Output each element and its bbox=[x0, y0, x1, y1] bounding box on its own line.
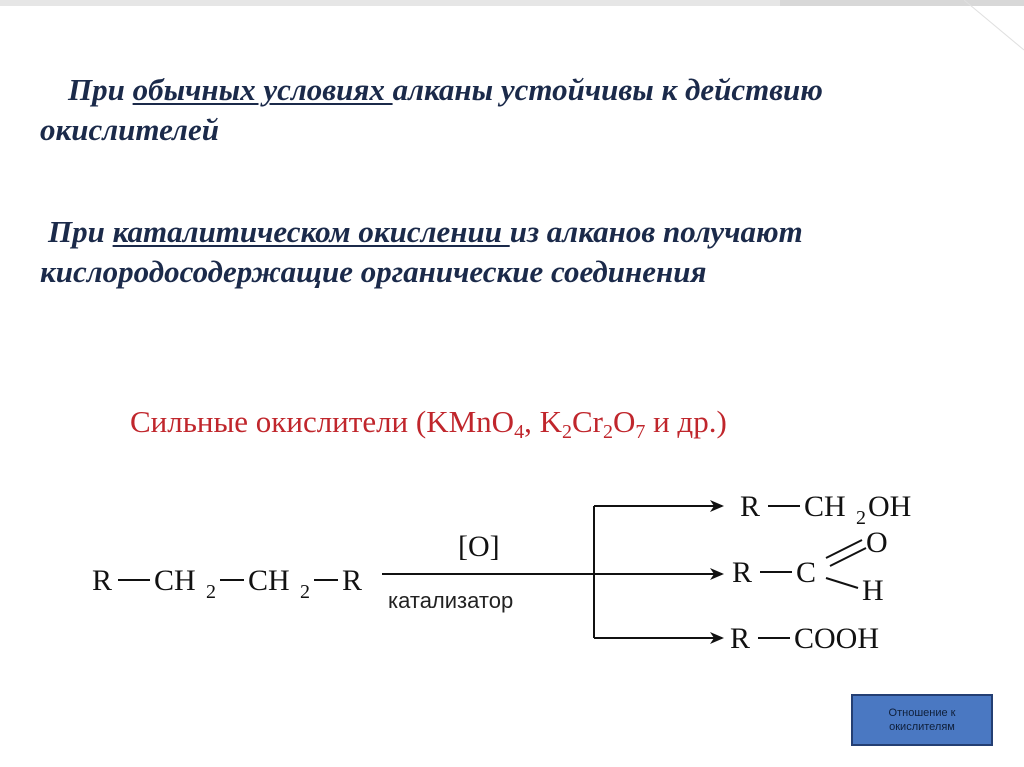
aldehyde-double-bond-b bbox=[830, 548, 866, 566]
p2-underlined-phrase: каталитическом окислении bbox=[112, 214, 510, 249]
strong-oxidants-sub-4: 4 bbox=[514, 421, 525, 443]
paragraph-catalytic-oxidation bbox=[40, 212, 920, 292]
reactant-ch2-b-sub: 2 bbox=[300, 581, 310, 603]
top-bar-segment-left bbox=[0, 0, 780, 6]
aldehyde-bond-ch bbox=[826, 578, 858, 588]
aldehyde-hydrogen: H bbox=[862, 574, 884, 607]
reactant-ch2-b: CH bbox=[248, 564, 290, 597]
strong-oxidants-mid-k: , K bbox=[524, 404, 562, 439]
reagent-catalyst: катализатор bbox=[388, 588, 514, 613]
oxidants-relation-button[interactable] bbox=[851, 694, 993, 746]
alcohol-group: CH bbox=[804, 490, 846, 523]
strong-oxidants-sub-2b: 2 bbox=[602, 421, 613, 443]
top-decorative-bar bbox=[0, 0, 1024, 6]
strong-oxidants-mid-o: O bbox=[612, 404, 636, 439]
strong-oxidants-end: и др.) bbox=[645, 404, 727, 439]
acid-r: R bbox=[730, 622, 751, 655]
aldehyde-carbon: C bbox=[796, 556, 817, 589]
p1-rest: алканы устойчивы к действию окислителей bbox=[40, 72, 823, 147]
reactant-ch2-a-sub: 2 bbox=[206, 581, 216, 603]
strong-oxidants-start: Сильные окислители (KMnO bbox=[130, 404, 515, 439]
alcohol-oh: OH bbox=[868, 490, 912, 523]
alcohol-group-sub: 2 bbox=[856, 507, 866, 529]
strong-oxidants-sub-2a: 2 bbox=[561, 421, 572, 443]
p2-rest: из алканов получают кислородосодержащие органические соединения bbox=[40, 214, 803, 289]
reactant-ch2-a: CH bbox=[154, 564, 196, 597]
acid-group: COOH bbox=[794, 622, 880, 655]
strong-oxidants-mid-cr: Cr bbox=[571, 404, 603, 439]
aldehyde-r: R bbox=[732, 556, 753, 589]
p1-underlined-phrase: обычных условиях bbox=[132, 72, 393, 107]
aldehyde-oxygen: O bbox=[866, 526, 888, 559]
reaction-scheme-svg bbox=[0, 470, 1024, 690]
p2-lead: При bbox=[48, 214, 113, 249]
strong-oxidants-line bbox=[130, 404, 930, 443]
aldehyde-double-bond-a bbox=[826, 540, 862, 558]
p1-lead: При bbox=[68, 72, 133, 107]
paragraph-normal-conditions bbox=[40, 70, 920, 150]
strong-oxidants-sub-7: 7 bbox=[635, 421, 646, 443]
reagent-oxygen: [O] bbox=[458, 530, 500, 563]
reactant-r-right: R bbox=[342, 564, 363, 597]
alcohol-r: R bbox=[740, 490, 761, 523]
reaction-scheme bbox=[0, 470, 1024, 690]
oxidants-relation-button-label: Отношение к окислителям bbox=[888, 707, 956, 733]
reactant-r-left: R bbox=[92, 564, 113, 597]
